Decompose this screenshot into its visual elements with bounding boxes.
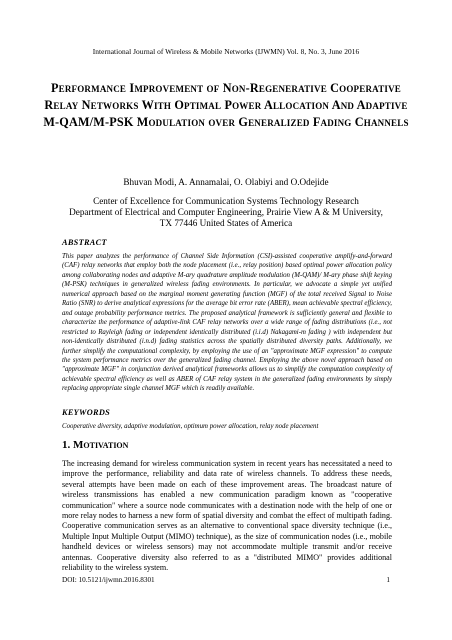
affiliation-line: Department of Electrical and Computer Engineering, Prairie View A & M University,	[69, 207, 383, 218]
section-heading: 1. Motivation	[62, 439, 129, 451]
paper-title: Performance Improvement of Non-Regenerative Cooperative Relay Networks With Optimal Power Allocation And Adaptive M-QAM/M-PSK Modulation over Generalized Fading Channels	[43, 81, 409, 129]
keywords-text: Cooperative diversity, adaptive modulation, optimum power allocation, relay node placement	[62, 423, 319, 430]
journal-header: International Journal of Wireless & Mobile Networks (IJWMN) Vol. 8, No. 3, June 2016	[92, 47, 360, 56]
keywords-heading: KEYWORDS	[62, 408, 111, 417]
section-body: The increasing demand for wireless communication system in recent years has necessitated a need to improve the performance, reliability and data rate of wireless channels. To address these needs, several attempts have been made on each of these improvement areas. The broadcast nature of wireless transmissions has enabled a new communication paradigm known as "cooperative communication" where a source node communicates with a destination node with the help of one or more relay nodes to harness a new form of spatial diversity and combat the effect of multipath fading. Cooperative communication serves as an alternative to conventional space diversity technique (i.e., Multiple Input Multiple Output (MIMO) technique), as the size of communication nodes (i.e., mobile handheld devices or wireless sensors) may not accommodate multiple transmit and/or receive antennas. Cooperative diversity also referred to as a "distributed MIMO" provides additional reliability to the wireless system.	[62, 459, 392, 573]
abstract-heading: ABSTRACT	[62, 238, 107, 247]
affiliation-block	[50, 196, 402, 230]
affiliation-line: Center of Excellence for Communication Systems Technology Research	[93, 196, 359, 206]
abstract-text: This paper analyzes the performance of Channel Side Information (CSI)-assisted cooperative amplify-and-forward (CAF) relay networks that employ both the node placement (i.e., relay position) based optimal power allocation policy among collaborating nodes and adaptive M-ary quadrature amplitude modulation (M-QAM)/ M-ary phase shift keying (M-PSK) techniques in generalized wireless fading environments. In particular, we advocate a simple yet unified numerical approach based on the marginal moment generating function (MGF) of the total received Signal to Noise Ratio (SNR) to derive analytical expressions for the average bit error rate (ABER), mean achievable spectral efficiency, and outage probability performance metrics. The proposed analytical framework is sufficiently general and flexible to characterize the performance of adaptive-link CAF relay networks over a wide range of fading distributions (i.e., not restricted to Rayleigh fading or independent identically distributed (i.i.d) Nakagami-m fading ) with independent but non-identically distributed (i.n.d) fading statistics across the spatially distributed diversity paths. Additionally, we further simplify the computational complexity, by employing the use of an "approximate MGF expression" to compute the system performance metrics over the generalized fading channel. Employing the above novel approach based on "approximate MGF" in conjunction derived analytical frameworks allows us to simplify the computation complexity of achievable spectral efficiency as well as ABER of CAF relay system in the generalized fading environments by simply replacing appropriate single channel MGF which is readily available.	[62, 253, 392, 393]
page-number: 1	[386, 576, 390, 584]
author-list: Bhuvan Modi, A. Annamalai, O. Olabiyi and O.Odejide	[123, 177, 329, 187]
doi-footer: DOI: 10.5121/ijwmn.2016.8301	[62, 576, 155, 584]
affiliation-line: TX 77446 United States of America	[159, 218, 293, 229]
